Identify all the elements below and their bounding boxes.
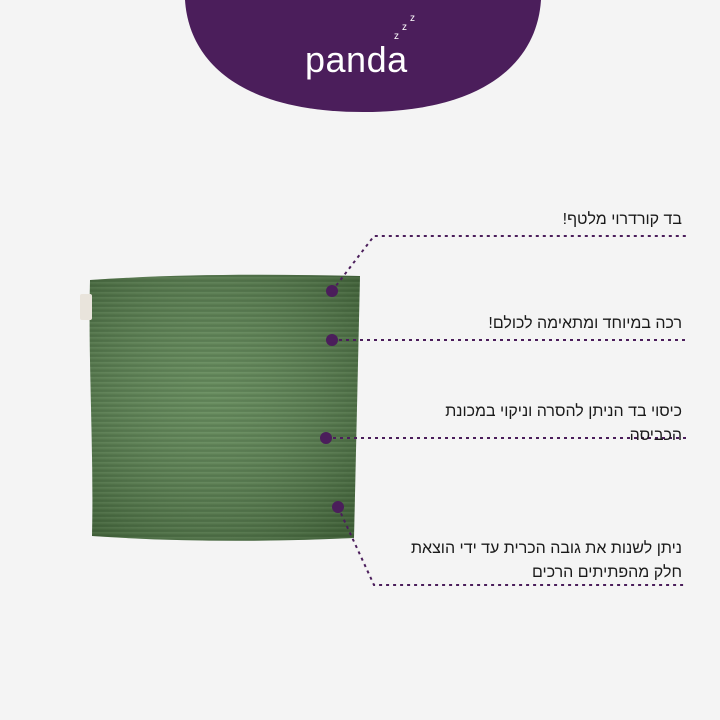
pillow-image [78, 272, 368, 544]
feature-washable-cover: כיסוי בד הניתן להסרה וניקוי במכונת הכביסה [445, 403, 682, 444]
sleep-zzz-icon: z z z [394, 13, 415, 42]
pillow-tag [80, 294, 92, 320]
feature-corduroy: בד קורדרוי מלטף! [562, 211, 682, 228]
feature-softness: רכה במיוחד ומתאימה לכולם! [488, 315, 682, 332]
feature-adjustable-height: ניתן לשנות את גובה הכרית עד ידי הוצאת חלק מהפתיתים הרכים [410, 540, 682, 581]
brand-logo: panda [305, 39, 408, 80]
